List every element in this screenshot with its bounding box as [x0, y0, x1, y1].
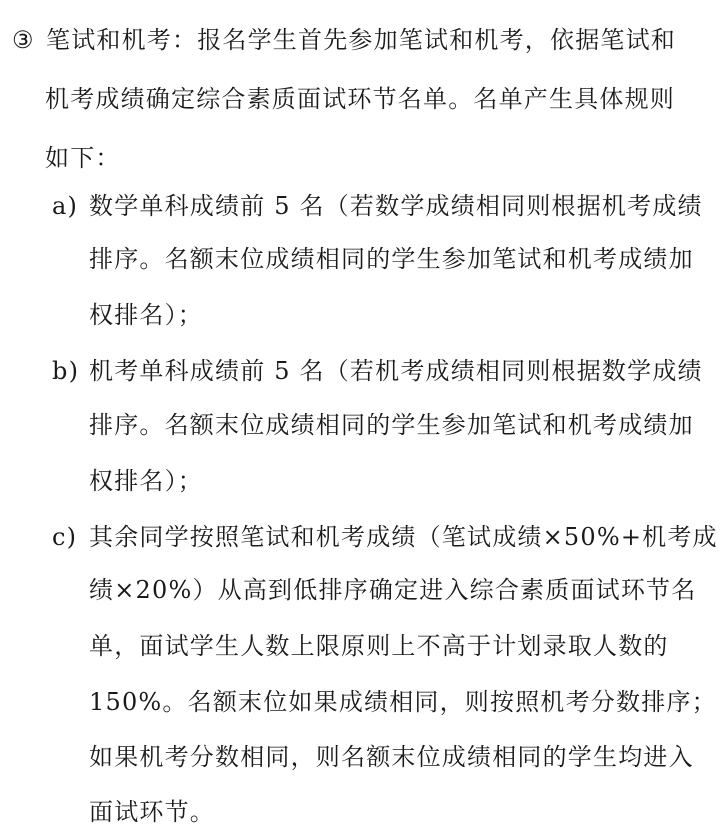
item-a-text: 数学单科成绩前 5 名（若数学成绩相同则根据机考成绩 — [89, 192, 703, 220]
item-b-line: 权排名）； — [89, 467, 203, 495]
item-c-line: 150%。名额末位如果成绩相同，则按照机考分数排序； — [89, 688, 717, 716]
section-text: 笔试和机考：报名学生首先参加笔试和机考，依据笔试和 — [46, 26, 676, 54]
item-b-line: 排序。名额末位成绩相同的学生参加笔试和机考成绩加 — [89, 411, 694, 439]
item-b-text: 机考单科成绩前 5 名（若机考成绩相同则根据数学成绩 — [89, 357, 703, 385]
item-a-line — [52, 186, 703, 226]
section-marker: ③ — [12, 26, 35, 54]
item-c-line: 如果机考分数相同，则名额末位成绩相同的学生均进入 — [89, 743, 694, 771]
item-c-line: 单，面试学生人数上限原则上不高于计划录取人数的 — [89, 632, 669, 660]
item-b-line — [52, 351, 703, 391]
item-a-line: 排序。名额末位成绩相同的学生参加笔试和机考成绩加 — [89, 245, 694, 273]
item-a-label: a) — [52, 192, 79, 220]
item-b-label: b) — [52, 357, 80, 385]
item-c-label: c) — [52, 523, 78, 551]
item-c-text: 其余同学按照笔试和机考成绩（笔试成绩×50%+机考成 — [89, 523, 718, 551]
item-c-line — [52, 517, 718, 557]
item-a-line: 权排名）； — [89, 301, 203, 329]
section-line: 机考成绩确定综合素质面试环节名单。名单产生具体规则 — [45, 85, 675, 113]
section-line: 如下： — [45, 144, 121, 172]
item-c-line: 面试环节。 — [89, 798, 215, 826]
section-line — [12, 20, 676, 60]
item-c-line: 绩×20%）从高到低排序确定进入综合素质面试环节名 — [89, 576, 697, 604]
